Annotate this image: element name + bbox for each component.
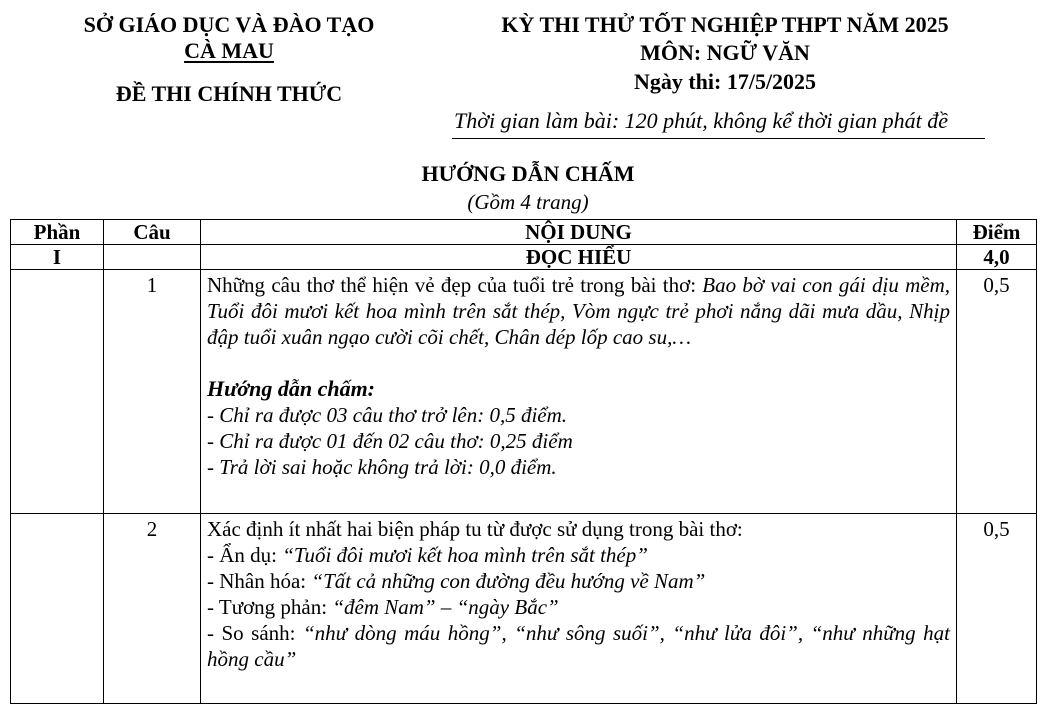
list-item: - So sánh: “như dòng máu hồng”, “như sông suối”, “như lửa đôi”, “như những hạt hồng cầu” (207, 621, 950, 671)
list-item: - Nhân hóa: “Tất cả những con đường đều hướng về Nam” (207, 569, 706, 593)
list-item: - Tương phản: “đêm Nam” – “ngày Bắc” (207, 595, 559, 619)
header-content: NỘI DUNG (201, 220, 957, 245)
exam-duration: Thời gian làm bài: 120 phút, không kể thời gian phát đề (454, 108, 949, 133)
row-part (11, 270, 104, 514)
table-row (11, 514, 1037, 704)
table-header-row (11, 220, 1037, 245)
question-score: 0,5 (957, 514, 1037, 704)
guide-item: - Trả lời sai hoặc không trả lời: 0,0 điểm. (207, 455, 557, 479)
question-content (201, 514, 957, 704)
question-score: 0,5 (957, 270, 1037, 514)
section-score: 4,0 (957, 245, 1037, 270)
org-province-text: CÀ MAU (184, 38, 274, 63)
official-label: ĐỀ THI CHÍNH THỨC (115, 81, 343, 106)
header-part: Phần (11, 220, 104, 245)
guide-item: - Chỉ ra được 03 câu thơ trở lên: 0,5 điểm. (207, 403, 568, 427)
section-title: ĐỌC HIỂU (201, 245, 957, 270)
list-item: - Ẩn dụ: “Tuổi đôi mươi kết hoa mình trên sắt thép” (207, 543, 648, 567)
question-lead: Những câu thơ thể hiện vẻ đẹp của tuổi trẻ trong bài thơ: (207, 273, 703, 297)
row-part (11, 514, 104, 704)
section-part: I (11, 245, 104, 270)
doc-pages: (Gồm 4 trang) (467, 190, 589, 214)
question-lead: Xác định ít nhất hai biện pháp tu từ được sử dụng trong bài thơ: (207, 517, 743, 541)
question-number: 1 (104, 270, 201, 514)
question-content (201, 270, 957, 514)
org-province (55, 38, 403, 64)
grading-table (10, 219, 1037, 704)
guide-title: Hướng dẫn chấm: (207, 376, 376, 401)
org-name: SỞ GIÁO DỤC VÀ ĐÀO TẠO (83, 12, 375, 37)
header-score: Điểm (957, 220, 1037, 245)
guide-item: - Chỉ ra được 01 đến 02 câu thơ: 0,25 điểm (207, 429, 573, 453)
section-row (11, 245, 1037, 270)
question-number: 2 (104, 514, 201, 704)
section-question (104, 245, 201, 270)
header-question: Câu (104, 220, 201, 245)
table-row (11, 270, 1037, 514)
duration-underline (452, 138, 985, 139)
question-quote: Bao bờ vai con gái dịu mềm, Tuổi đôi mươi kết hoa mình trên sắt thép, Vòm ngực trẻ phơi nắng dãi mưa dầu, Nhịp đập tuổi xuân ngạo cười cõi chết, Chân dép lốp cao su,… (207, 273, 950, 349)
exam-title: KỲ THI THỬ TỐT NGHIỆP THPT NĂM 2025 (501, 12, 949, 37)
exam-date: Ngày thi: 17/5/2025 (633, 69, 817, 94)
exam-subject: MÔN: NGỮ VĂN (640, 40, 810, 65)
doc-title: HƯỚNG DẪN CHẤM (421, 161, 635, 186)
